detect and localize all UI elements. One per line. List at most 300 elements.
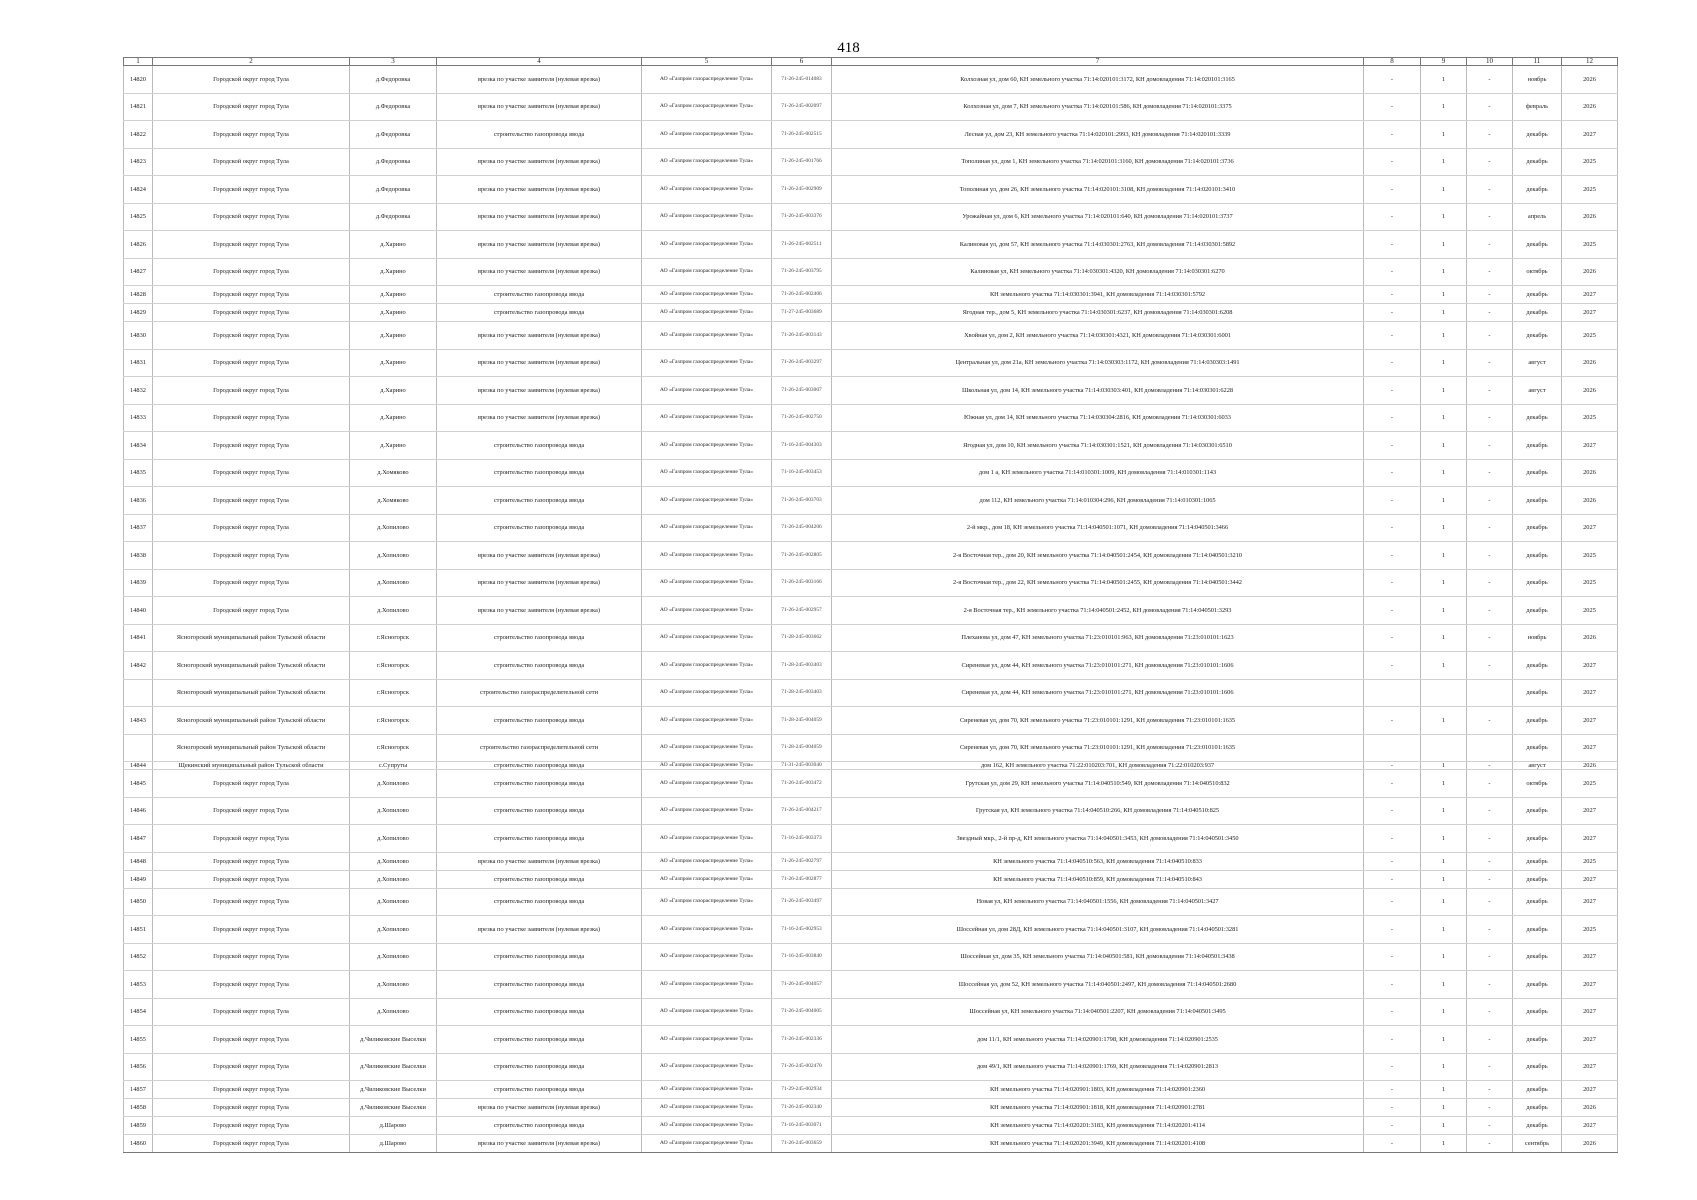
cell-request-code: 71-28-245-004059 bbox=[772, 734, 832, 762]
cell-address: Звездный мкр., 2-й пр-д, КН земельного участка 71:14:040501:3453, КН домовладения 71:14:040501:3450 bbox=[832, 825, 1364, 853]
cell-col9 bbox=[1421, 679, 1467, 707]
cell-col10: - bbox=[1467, 1117, 1513, 1135]
cell-number: 14847 bbox=[124, 825, 153, 853]
cell-col10: - bbox=[1467, 514, 1513, 542]
cell-year: 2025 bbox=[1562, 322, 1618, 350]
cell-locality: д.Чиликовские Выселки bbox=[350, 1081, 437, 1099]
column-header: 2 bbox=[153, 58, 350, 66]
cell-organization: АО «Газпром газораспределение Тула» bbox=[642, 624, 772, 652]
cell-month: декабрь bbox=[1513, 888, 1562, 916]
cell-address: Калиновая ул, КН земельного участка 71:14:030301:4320, КН домовладения 71:14:030301:6270 bbox=[832, 258, 1364, 286]
cell-locality: д.Хопилово bbox=[350, 825, 437, 853]
cell-district: Городской округ город Тула bbox=[153, 93, 350, 121]
cell-col9 bbox=[1421, 734, 1467, 762]
cell-locality: д.Хомяково bbox=[350, 487, 437, 515]
cell-request-code: 71-16-245-003373 bbox=[772, 825, 832, 853]
cell-work-type: врезка по участке заявителя (нулевая врезка) bbox=[437, 203, 642, 231]
cell-organization: АО «Газпром газораспределение Тула» bbox=[642, 542, 772, 570]
cell-organization: АО «Газпром газораспределение Тула» bbox=[642, 943, 772, 971]
cell-number: 14828 bbox=[124, 286, 153, 304]
cell-work-type: строительство газопровода ввода bbox=[437, 1026, 642, 1054]
cell-col10: - bbox=[1467, 1053, 1513, 1081]
cell-work-type: строительство газопровода ввода bbox=[437, 1117, 642, 1135]
cell-year: 2026 bbox=[1562, 66, 1618, 94]
cell-col10: - bbox=[1467, 852, 1513, 870]
cell-number: 14860 bbox=[124, 1135, 153, 1153]
cell-locality: д.Харино bbox=[350, 432, 437, 460]
cell-district: Городской округ город Тула bbox=[153, 1099, 350, 1117]
cell-address: дом 49/1, КН земельного участка 71:14:020901:1769, КН домовладения 71:14:020901:2813 bbox=[832, 1053, 1364, 1081]
table-row bbox=[124, 514, 1618, 542]
cell-month: декабрь bbox=[1513, 176, 1562, 204]
cell-request-code: 71-26-245-003795 bbox=[772, 258, 832, 286]
cell-district: Городской округ город Тула bbox=[153, 569, 350, 597]
cell-locality: д.Хомяково bbox=[350, 459, 437, 487]
cell-district: Городской округ город Тула bbox=[153, 916, 350, 944]
page-number: 418 bbox=[837, 40, 860, 56]
cell-col8: - bbox=[1364, 707, 1421, 735]
table-row bbox=[124, 176, 1618, 204]
cell-district: Городской округ город Тула bbox=[153, 943, 350, 971]
cell-col10: - bbox=[1467, 231, 1513, 259]
cell-locality: д.Хопилово bbox=[350, 916, 437, 944]
cell-district: Городской округ город Тула bbox=[153, 286, 350, 304]
cell-number: 14825 bbox=[124, 203, 153, 231]
cell-locality: д.Харино bbox=[350, 286, 437, 304]
column-header: 10 bbox=[1467, 58, 1513, 66]
cell-month: октябрь bbox=[1513, 258, 1562, 286]
cell-request-code: 71-31-245-003040 bbox=[772, 762, 832, 770]
cell-organization: АО «Газпром газораспределение Тула» bbox=[642, 231, 772, 259]
cell-district: Городской округ город Тула bbox=[153, 176, 350, 204]
table-row bbox=[124, 652, 1618, 680]
cell-col10: - bbox=[1467, 377, 1513, 405]
cell-locality: г.Ясногорск bbox=[350, 624, 437, 652]
column-number-row bbox=[124, 58, 1618, 66]
cell-col9: 1 bbox=[1421, 322, 1467, 350]
cell-col8: - bbox=[1364, 514, 1421, 542]
cell-month: декабрь bbox=[1513, 707, 1562, 735]
cell-col10: - bbox=[1467, 322, 1513, 350]
cell-district: Городской округ город Тула bbox=[153, 404, 350, 432]
cell-col10: - bbox=[1467, 148, 1513, 176]
cell-col8: - bbox=[1364, 852, 1421, 870]
cell-col9: 1 bbox=[1421, 825, 1467, 853]
cell-request-code: 71-26-245-004057 bbox=[772, 971, 832, 999]
cell-request-code: 71-26-245-002805 bbox=[772, 542, 832, 570]
cell-district: Городской округ город Тула bbox=[153, 870, 350, 888]
cell-year: 2027 bbox=[1562, 825, 1618, 853]
cell-year: 2027 bbox=[1562, 943, 1618, 971]
cell-year: 2027 bbox=[1562, 1026, 1618, 1054]
cell-col8: - bbox=[1364, 825, 1421, 853]
cell-address: Тополиная ул, дом 1, КН земельного участка 71:14:020101:3160, КН домовладения 71:14:020101:3736 bbox=[832, 148, 1364, 176]
cell-organization: АО «Газпром газораспределение Тула» bbox=[642, 203, 772, 231]
cell-request-code: 71-28-245-004059 bbox=[772, 707, 832, 735]
cell-district: Городской округ город Тула bbox=[153, 231, 350, 259]
cell-work-type: строительство газораспределительной сети bbox=[437, 734, 642, 762]
column-header: 5 bbox=[642, 58, 772, 66]
table-row bbox=[124, 734, 1618, 762]
table-row bbox=[124, 998, 1618, 1026]
cell-district: Городской округ город Тула bbox=[153, 1117, 350, 1135]
cell-address: 2-я Восточная тер., дом 20, КН земельного участка 71:14:040501:2454, КН домовладения 71:14:040501:3210 bbox=[832, 542, 1364, 570]
cell-organization: АО «Газпром газораспределение Тула» bbox=[642, 652, 772, 680]
cell-address: КН земельного участка 71:14:020201:3183, КН домовладения 71:14:020201:4114 bbox=[832, 1117, 1364, 1135]
cell-col9: 1 bbox=[1421, 998, 1467, 1026]
cell-locality: д.Хопилово bbox=[350, 998, 437, 1026]
cell-work-type: строительство газопровода ввода bbox=[437, 870, 642, 888]
cell-number: 14837 bbox=[124, 514, 153, 542]
cell-col8: - bbox=[1364, 1135, 1421, 1153]
table-row bbox=[124, 870, 1618, 888]
column-header: 12 bbox=[1562, 58, 1618, 66]
cell-address: Ягодная тер., дом 5, КН земельного участка 71:14:030301:6237, КН домовладения 71:14:030301:6208 bbox=[832, 304, 1364, 322]
cell-col9: 1 bbox=[1421, 121, 1467, 149]
cell-col10: - bbox=[1467, 258, 1513, 286]
cell-organization: АО «Газпром газораспределение Тула» bbox=[642, 93, 772, 121]
cell-col9: 1 bbox=[1421, 762, 1467, 770]
cell-organization: АО «Газпром газораспределение Тула» bbox=[642, 322, 772, 350]
cell-year: 2027 bbox=[1562, 888, 1618, 916]
cell-district: Городской округ город Тула bbox=[153, 148, 350, 176]
cell-month: декабрь bbox=[1513, 971, 1562, 999]
cell-col9: 1 bbox=[1421, 66, 1467, 94]
cell-month: декабрь bbox=[1513, 121, 1562, 149]
cell-col8: - bbox=[1364, 1117, 1421, 1135]
cell-work-type: строительство газопровода ввода bbox=[437, 971, 642, 999]
cell-year: 2025 bbox=[1562, 542, 1618, 570]
cell-locality: д.Хопилово bbox=[350, 971, 437, 999]
cell-year: 2027 bbox=[1562, 734, 1618, 762]
table-row bbox=[124, 304, 1618, 322]
cell-request-code: 71-16-245-003453 bbox=[772, 459, 832, 487]
cell-number: 14829 bbox=[124, 304, 153, 322]
cell-address: КН земельного участка 71:14:020901:1818, КН домовладения 71:14:020901:2781 bbox=[832, 1099, 1364, 1117]
cell-col10: - bbox=[1467, 1026, 1513, 1054]
cell-request-code: 71-26-245-002750 bbox=[772, 404, 832, 432]
cell-col10: - bbox=[1467, 888, 1513, 916]
cell-number: 14822 bbox=[124, 121, 153, 149]
cell-col10: - bbox=[1467, 652, 1513, 680]
cell-year: 2027 bbox=[1562, 971, 1618, 999]
cell-locality: д.Харино bbox=[350, 258, 437, 286]
cell-organization: АО «Газпром газораспределение Тула» bbox=[642, 66, 772, 94]
cell-request-code: 71-26-245-004005 bbox=[772, 998, 832, 1026]
cell-address: Шоссейная ул, дом 35, КН земельного участка 71:14:040501:581, КН домовладения 71:14:040501:3438 bbox=[832, 943, 1364, 971]
cell-district: Городской округ город Тула bbox=[153, 377, 350, 405]
cell-year: 2026 bbox=[1562, 459, 1618, 487]
cell-organization: АО «Газпром газораспределение Тула» bbox=[642, 679, 772, 707]
cell-col10: - bbox=[1467, 542, 1513, 570]
cell-year: 2025 bbox=[1562, 569, 1618, 597]
cell-col9: 1 bbox=[1421, 203, 1467, 231]
cell-address: Ягодная ул, дом 10, КН земельного участка 71:14:030301:1521, КН домовладения 71:14:030301:6510 bbox=[832, 432, 1364, 460]
cell-col8: - bbox=[1364, 797, 1421, 825]
cell-request-code: 71-26-245-003659 bbox=[772, 1135, 832, 1153]
cell-col8: - bbox=[1364, 93, 1421, 121]
cell-number: 14851 bbox=[124, 916, 153, 944]
registry-table bbox=[123, 57, 1618, 1153]
cell-month: декабрь bbox=[1513, 542, 1562, 570]
cell-organization: АО «Газпром газораспределение Тула» bbox=[642, 1053, 772, 1081]
cell-col10: - bbox=[1467, 203, 1513, 231]
cell-col9: 1 bbox=[1421, 797, 1467, 825]
cell-col9: 1 bbox=[1421, 93, 1467, 121]
cell-address: Школьная ул, дом 14, КН земельного участка 71:14:030303:401, КН домовладения 71:14:030301:6228 bbox=[832, 377, 1364, 405]
cell-work-type: строительство газопровода ввода bbox=[437, 286, 642, 304]
cell-work-type: врезка по участке заявителя (нулевая врезка) bbox=[437, 852, 642, 870]
cell-col10: - bbox=[1467, 943, 1513, 971]
cell-col8: - bbox=[1364, 487, 1421, 515]
cell-col9: 1 bbox=[1421, 1081, 1467, 1099]
column-header: 8 bbox=[1364, 58, 1421, 66]
cell-district: Городской округ город Тула bbox=[153, 1135, 350, 1153]
cell-col10: - bbox=[1467, 1135, 1513, 1153]
cell-col10: - bbox=[1467, 286, 1513, 304]
cell-number: 14840 bbox=[124, 597, 153, 625]
cell-district: Городской округ город Тула bbox=[153, 66, 350, 94]
cell-district: Городской округ город Тула bbox=[153, 432, 350, 460]
cell-month: декабрь bbox=[1513, 304, 1562, 322]
cell-organization: АО «Газпром газораспределение Тула» bbox=[642, 148, 772, 176]
cell-address: дом 162, КН земельного участка 71:22:010203:701, КН домовладения 71:22:010203:937 bbox=[832, 762, 1364, 770]
cell-work-type: врезка по участке заявителя (нулевая врезка) bbox=[437, 349, 642, 377]
cell-request-code: 71-26-245-002336 bbox=[772, 1026, 832, 1054]
cell-request-code: 71-26-245-002406 bbox=[772, 286, 832, 304]
cell-month: ноябрь bbox=[1513, 624, 1562, 652]
cell-district: Городской округ город Тула bbox=[153, 349, 350, 377]
table-row bbox=[124, 1026, 1618, 1054]
table-row bbox=[124, 1099, 1618, 1117]
cell-col8: - bbox=[1364, 1053, 1421, 1081]
cell-year: 2025 bbox=[1562, 231, 1618, 259]
cell-locality: д.Хопилово bbox=[350, 852, 437, 870]
cell-district: Ясногорский муниципальный район Тульской области bbox=[153, 624, 350, 652]
cell-number: 14834 bbox=[124, 432, 153, 460]
table-row bbox=[124, 542, 1618, 570]
cell-col8: - bbox=[1364, 176, 1421, 204]
cell-col9: 1 bbox=[1421, 971, 1467, 999]
cell-district: Городской округ город Тула bbox=[153, 597, 350, 625]
cell-number: 14841 bbox=[124, 624, 153, 652]
cell-col10: - bbox=[1467, 870, 1513, 888]
cell-col8: - bbox=[1364, 377, 1421, 405]
cell-request-code: 71-27-245-003689 bbox=[772, 304, 832, 322]
cell-year: 2027 bbox=[1562, 514, 1618, 542]
cell-col8: - bbox=[1364, 66, 1421, 94]
cell-request-code: 71-26-245-003143 bbox=[772, 322, 832, 350]
cell-col8: - bbox=[1364, 870, 1421, 888]
cell-month: август bbox=[1513, 762, 1562, 770]
cell-month: декабрь bbox=[1513, 286, 1562, 304]
cell-col10: - bbox=[1467, 404, 1513, 432]
cell-organization: АО «Газпром газораспределение Тула» bbox=[642, 404, 772, 432]
cell-month: февраль bbox=[1513, 93, 1562, 121]
cell-col9: 1 bbox=[1421, 569, 1467, 597]
cell-col8: - bbox=[1364, 432, 1421, 460]
cell-number: 14848 bbox=[124, 852, 153, 870]
cell-number: 14836 bbox=[124, 487, 153, 515]
cell-col8: - bbox=[1364, 1026, 1421, 1054]
cell-year: 2027 bbox=[1562, 1053, 1618, 1081]
cell-col10: - bbox=[1467, 624, 1513, 652]
cell-col10: - bbox=[1467, 770, 1513, 798]
cell-organization: АО «Газпром газораспределение Тула» bbox=[642, 569, 772, 597]
table-row bbox=[124, 770, 1618, 798]
cell-locality: д.Харино bbox=[350, 322, 437, 350]
cell-month: декабрь bbox=[1513, 652, 1562, 680]
cell-year: 2026 bbox=[1562, 93, 1618, 121]
cell-request-code: 71-28-245-003403 bbox=[772, 679, 832, 707]
cell-col9: 1 bbox=[1421, 1026, 1467, 1054]
cell-month: декабрь bbox=[1513, 1117, 1562, 1135]
cell-organization: АО «Газпром газораспределение Тула» bbox=[642, 514, 772, 542]
cell-month: декабрь bbox=[1513, 1081, 1562, 1099]
cell-col8: - bbox=[1364, 258, 1421, 286]
table-row bbox=[124, 825, 1618, 853]
cell-year: 2026 bbox=[1562, 349, 1618, 377]
cell-organization: АО «Газпром газораспределение Тула» bbox=[642, 762, 772, 770]
cell-request-code: 71-16-245-003840 bbox=[772, 943, 832, 971]
cell-locality: д.Федоровка bbox=[350, 93, 437, 121]
cell-col9: 1 bbox=[1421, 652, 1467, 680]
cell-address: Сиреневая ул, дом 44, КН земельного участка 71:23:010101:271, КН домовладения 71:23:010101:1606 bbox=[832, 652, 1364, 680]
cell-col10: - bbox=[1467, 304, 1513, 322]
cell-request-code: 71-26-245-002877 bbox=[772, 870, 832, 888]
cell-work-type: строительство газопровода ввода bbox=[437, 797, 642, 825]
cell-request-code: 71-26-245-003497 bbox=[772, 888, 832, 916]
cell-year: 2025 bbox=[1562, 597, 1618, 625]
cell-work-type: строительство газопровода ввода bbox=[437, 888, 642, 916]
table-row bbox=[124, 377, 1618, 405]
cell-request-code: 71-28-245-003662 bbox=[772, 624, 832, 652]
table-row bbox=[124, 459, 1618, 487]
cell-address: Сиреневая ул, дом 70, КН земельного участка 71:23:010101:1291, КН домовладения 71:23:010101:1635 bbox=[832, 707, 1364, 735]
cell-col10: - bbox=[1467, 916, 1513, 944]
cell-month: сентябрь bbox=[1513, 1135, 1562, 1153]
cell-year: 2026 bbox=[1562, 258, 1618, 286]
cell-col8: - bbox=[1364, 624, 1421, 652]
cell-work-type: врезка по участке заявителя (нулевая врезка) bbox=[437, 66, 642, 94]
table-row bbox=[124, 679, 1618, 707]
column-header: 9 bbox=[1421, 58, 1467, 66]
table-row bbox=[124, 286, 1618, 304]
cell-number: 14859 bbox=[124, 1117, 153, 1135]
cell-work-type: врезка по участке заявителя (нулевая врезка) bbox=[437, 916, 642, 944]
cell-month: декабрь bbox=[1513, 487, 1562, 515]
cell-locality: д.Хопилово bbox=[350, 797, 437, 825]
cell-col8: - bbox=[1364, 998, 1421, 1026]
cell-address: Шоссейная ул, КН земельного участка 71:14:040501:2207, КН домовладения 71:14:040501:3495 bbox=[832, 998, 1364, 1026]
cell-work-type: врезка по участке заявителя (нулевая врезка) bbox=[437, 377, 642, 405]
cell-work-type: строительство газопровода ввода bbox=[437, 304, 642, 322]
cell-col10: - bbox=[1467, 432, 1513, 460]
cell-address: Новая ул, КН земельного участка 71:14:040501:1556, КН домовладения 71:14:040501:3427 bbox=[832, 888, 1364, 916]
cell-address: КН земельного участка 71:14:040510:563, КН домовладения 71:14:040510:833 bbox=[832, 852, 1364, 870]
cell-number: 14839 bbox=[124, 569, 153, 597]
cell-address: Сиреневая ул, дом 70, КН земельного участка 71:23:010101:1291, КН домовладения 71:23:010101:1635 bbox=[832, 734, 1364, 762]
cell-locality: д.Хопилово bbox=[350, 943, 437, 971]
cell-col9: 1 bbox=[1421, 514, 1467, 542]
column-header: 6 bbox=[772, 58, 832, 66]
cell-district: Ясногорский муниципальный район Тульской области bbox=[153, 707, 350, 735]
cell-district: Щекинский муниципальный район Тульской области bbox=[153, 762, 350, 770]
cell-number: 14857 bbox=[124, 1081, 153, 1099]
cell-request-code: 71-16-245-003071 bbox=[772, 1117, 832, 1135]
cell-col9: 1 bbox=[1421, 231, 1467, 259]
cell-district: Городской округ город Тула bbox=[153, 1053, 350, 1081]
cell-address: Южная ул, дом 14, КН земельного участка 71:14:030304:2816, КН домовладения 71:14:030301:6033 bbox=[832, 404, 1364, 432]
cell-organization: АО «Газпром газораспределение Тула» bbox=[642, 870, 772, 888]
cell-number: 14826 bbox=[124, 231, 153, 259]
cell-locality: г.Ясногорск bbox=[350, 652, 437, 680]
column-header: 11 bbox=[1513, 58, 1562, 66]
cell-address: КН земельного участка 71:14:030301:3941, КН домовладения 71:14:030301:5792 bbox=[832, 286, 1364, 304]
cell-col10: - bbox=[1467, 762, 1513, 770]
table-row bbox=[124, 231, 1618, 259]
cell-organization: АО «Газпром газораспределение Тула» bbox=[642, 286, 772, 304]
cell-col8: - bbox=[1364, 652, 1421, 680]
cell-col10: - bbox=[1467, 459, 1513, 487]
cell-month: декабрь bbox=[1513, 322, 1562, 350]
table-row bbox=[124, 569, 1618, 597]
table-row bbox=[124, 148, 1618, 176]
cell-work-type: строительство газопровода ввода bbox=[437, 762, 642, 770]
cell-request-code: 71-26-245-003007 bbox=[772, 377, 832, 405]
cell-col8: - bbox=[1364, 569, 1421, 597]
cell-organization: АО «Газпром газораспределение Тула» bbox=[642, 1117, 772, 1135]
cell-district: Городской округ город Тула bbox=[153, 203, 350, 231]
cell-district: Городской округ город Тула bbox=[153, 852, 350, 870]
cell-organization: АО «Газпром газораспределение Тула» bbox=[642, 707, 772, 735]
cell-month: август bbox=[1513, 349, 1562, 377]
cell-col9: 1 bbox=[1421, 487, 1467, 515]
cell-address: Центральная ул, дом 21а, КН земельного участка 71:14:030303:1172, КН домовладения 71:14:030303:1491 bbox=[832, 349, 1364, 377]
cell-col8: - bbox=[1364, 943, 1421, 971]
cell-col10: - bbox=[1467, 487, 1513, 515]
cell-address: дом 11/1, КН земельного участка 71:14:020901:1798, КН домовладения 71:14:020901:2535 bbox=[832, 1026, 1364, 1054]
cell-address: дом 1 а, КН земельного участка 71:14:010301:1009, КН домовладения 71:14:010301:1143 bbox=[832, 459, 1364, 487]
cell-work-type: врезка по участке заявителя (нулевая врезка) bbox=[437, 258, 642, 286]
cell-number: 14820 bbox=[124, 66, 153, 94]
cell-number: 14853 bbox=[124, 971, 153, 999]
cell-number: 14835 bbox=[124, 459, 153, 487]
cell-work-type: врезка по участке заявителя (нулевая врезка) bbox=[437, 231, 642, 259]
cell-organization: АО «Газпром газораспределение Тула» bbox=[642, 971, 772, 999]
cell-locality: с.Супруты bbox=[350, 762, 437, 770]
cell-request-code: 71-29-245-002934 bbox=[772, 1081, 832, 1099]
cell-locality: д.Харино bbox=[350, 349, 437, 377]
cell-month: декабрь bbox=[1513, 459, 1562, 487]
cell-request-code: 71-26-245-004206 bbox=[772, 514, 832, 542]
table-body bbox=[124, 66, 1618, 1153]
cell-col9: 1 bbox=[1421, 770, 1467, 798]
cell-locality: д.Харино bbox=[350, 377, 437, 405]
cell-locality: д.Чиликовские Выселки bbox=[350, 1053, 437, 1081]
cell-year: 2027 bbox=[1562, 1081, 1618, 1099]
cell-district: Городской округ город Тула bbox=[153, 971, 350, 999]
cell-organization: АО «Газпром газораспределение Тула» bbox=[642, 1135, 772, 1153]
cell-month: август bbox=[1513, 377, 1562, 405]
table-row bbox=[124, 93, 1618, 121]
cell-year: 2025 bbox=[1562, 404, 1618, 432]
cell-number bbox=[124, 679, 153, 707]
cell-col9: 1 bbox=[1421, 459, 1467, 487]
table-row bbox=[124, 624, 1618, 652]
cell-district: Городской округ город Тула bbox=[153, 797, 350, 825]
cell-year: 2027 bbox=[1562, 304, 1618, 322]
